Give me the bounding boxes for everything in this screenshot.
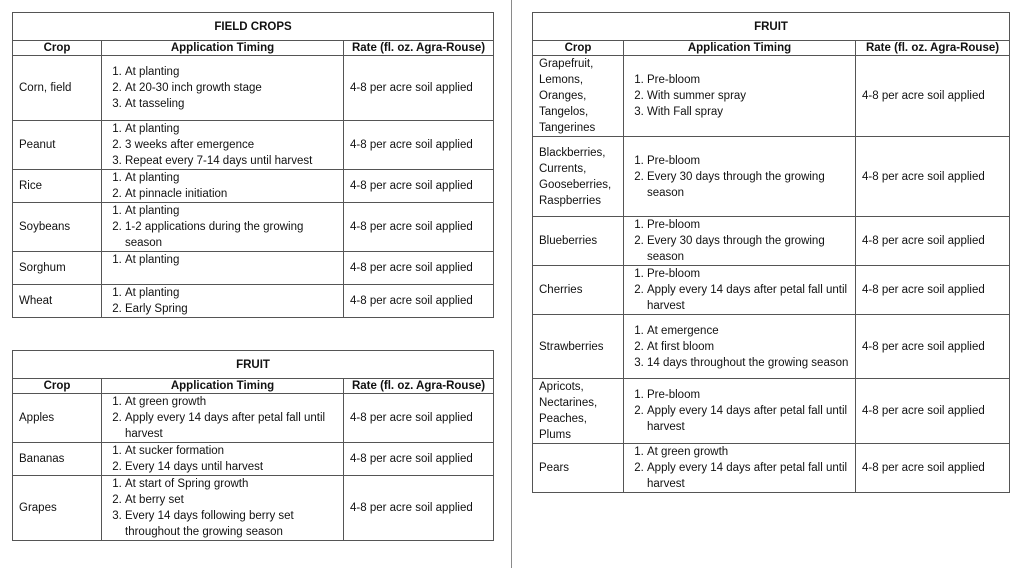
timing-step: 2. At first bloom bbox=[647, 339, 849, 355]
table-title-row bbox=[533, 13, 1010, 41]
application-rate: 4-8 per acre soil applied bbox=[344, 56, 494, 121]
table-row bbox=[533, 56, 1010, 137]
timing-list bbox=[630, 266, 849, 314]
table-row bbox=[13, 252, 494, 285]
application-timing bbox=[624, 444, 856, 493]
timing-list bbox=[108, 170, 337, 202]
application-timing bbox=[624, 379, 856, 444]
timing-step: 1. At planting bbox=[125, 285, 337, 301]
timing-step: 1. Pre-bloom bbox=[647, 387, 849, 403]
table-title: FRUIT bbox=[533, 13, 1010, 41]
column-header-row bbox=[13, 41, 494, 56]
timing-step: 1. At planting bbox=[125, 121, 337, 137]
crop-name: Apricots, Nectarines, Peaches, Plums bbox=[533, 379, 624, 444]
application-timing bbox=[102, 285, 344, 318]
application-rate: 4-8 per acre soil applied bbox=[856, 444, 1010, 493]
crop-name: Apples bbox=[13, 394, 102, 443]
column-header-row bbox=[13, 379, 494, 394]
application-timing bbox=[102, 203, 344, 252]
timing-step: 1. At start of Spring growth bbox=[125, 476, 337, 492]
crop-name: Corn, field bbox=[13, 56, 102, 121]
column-header-rate: Rate (fl. oz. Agra-Rouse) bbox=[344, 379, 494, 394]
timing-step: 2. Apply every 14 days after petal fall until harvest bbox=[647, 460, 849, 492]
timing-step: 2. Every 14 days until harvest bbox=[125, 459, 337, 475]
table-row bbox=[13, 56, 494, 121]
timing-list bbox=[630, 387, 849, 435]
timing-step: 2. Every 30 days through the growing season bbox=[647, 169, 849, 201]
table-row bbox=[13, 121, 494, 170]
column-header-rate: Rate (fl. oz. Agra-Rouse) bbox=[856, 41, 1010, 56]
timing-step: 3. Every 14 days following berry set throughout the growing season bbox=[125, 508, 337, 540]
column-header-crop: Crop bbox=[13, 41, 102, 56]
table-row bbox=[13, 203, 494, 252]
timing-step: 2. Every 30 days through the growing season bbox=[647, 233, 849, 265]
fruit-table-left bbox=[12, 350, 494, 541]
timing-list bbox=[108, 64, 337, 112]
timing-step: 3. Repeat every 7-14 days until harvest bbox=[125, 153, 337, 169]
column-header-crop: Crop bbox=[533, 41, 624, 56]
application-rate: 4-8 per acre soil applied bbox=[856, 217, 1010, 266]
timing-step: 3. With Fall spray bbox=[647, 104, 849, 120]
application-timing bbox=[624, 217, 856, 266]
crop-name: Strawberries bbox=[533, 315, 624, 379]
crop-name: Blueberries bbox=[533, 217, 624, 266]
timing-step: 2. Early Spring bbox=[125, 301, 337, 317]
timing-list bbox=[630, 217, 849, 265]
table-title-row bbox=[13, 351, 494, 379]
timing-step: 1. Pre-bloom bbox=[647, 217, 849, 233]
timing-list bbox=[108, 121, 337, 169]
timing-step: 1. At sucker formation bbox=[125, 443, 337, 459]
crop-name: Cherries bbox=[533, 266, 624, 315]
timing-step: 1. At planting bbox=[125, 203, 337, 219]
table-row bbox=[13, 443, 494, 476]
timing-step: 2. 3 weeks after emergence bbox=[125, 137, 337, 153]
application-rate: 4-8 per acre soil applied bbox=[344, 476, 494, 541]
application-timing bbox=[624, 315, 856, 379]
application-rate: 4-8 per acre soil applied bbox=[856, 379, 1010, 444]
table-row bbox=[13, 394, 494, 443]
timing-step: 2. 1-2 applications during the growing season bbox=[125, 219, 337, 251]
table-row bbox=[533, 444, 1010, 493]
table-row bbox=[533, 379, 1010, 444]
table-row bbox=[13, 170, 494, 203]
application-timing bbox=[102, 394, 344, 443]
timing-step: 2. At 20-30 inch growth stage bbox=[125, 80, 337, 96]
timing-list bbox=[108, 285, 337, 317]
timing-list bbox=[108, 203, 337, 251]
timing-step: 1. Pre-bloom bbox=[647, 72, 849, 88]
table-row bbox=[533, 315, 1010, 379]
application-rate: 4-8 per acre soil applied bbox=[856, 266, 1010, 315]
crop-name: Blackberries, Currents, Gooseberries, Raspberries bbox=[533, 137, 624, 217]
application-rate: 4-8 per acre soil applied bbox=[344, 121, 494, 170]
timing-step: 2. At pinnacle initiation bbox=[125, 186, 337, 202]
column-header-row bbox=[533, 41, 1010, 56]
timing-step: 1. Pre-bloom bbox=[647, 266, 849, 282]
application-timing bbox=[102, 443, 344, 476]
table-row bbox=[533, 266, 1010, 315]
application-timing bbox=[102, 252, 344, 285]
timing-step: 2. With summer spray bbox=[647, 88, 849, 104]
timing-list bbox=[108, 443, 337, 475]
table-row bbox=[13, 285, 494, 318]
timing-list bbox=[630, 153, 849, 201]
application-rate: 4-8 per acre soil applied bbox=[344, 285, 494, 318]
crop-name: Wheat bbox=[13, 285, 102, 318]
timing-step: 2. Apply every 14 days after petal fall until harvest bbox=[647, 282, 849, 314]
application-timing bbox=[624, 137, 856, 217]
application-timing bbox=[102, 170, 344, 203]
application-rate: 4-8 per acre soil applied bbox=[856, 56, 1010, 137]
timing-step: 1. At green growth bbox=[125, 394, 337, 410]
application-timing bbox=[624, 56, 856, 137]
timing-step: 3. At tasseling bbox=[125, 96, 337, 112]
timing-list bbox=[630, 444, 849, 492]
application-rate: 4-8 per acre soil applied bbox=[344, 170, 494, 203]
crop-name: Grapefruit, Lemons, Oranges, Tangelos, Tangerines bbox=[533, 56, 624, 137]
timing-list bbox=[108, 252, 337, 268]
timing-step: 2. Apply every 14 days after petal fall until harvest bbox=[125, 410, 337, 442]
table-row bbox=[533, 137, 1010, 217]
column-header-timing: Application Timing bbox=[102, 379, 344, 394]
table-title: FIELD CROPS bbox=[13, 13, 494, 41]
application-timing bbox=[102, 121, 344, 170]
crop-name: Grapes bbox=[13, 476, 102, 541]
crop-name: Bananas bbox=[13, 443, 102, 476]
timing-step: 1. At planting bbox=[125, 64, 337, 80]
application-rate: 4-8 per acre soil applied bbox=[856, 137, 1010, 217]
timing-step: 3. 14 days throughout the growing season bbox=[647, 355, 849, 371]
timing-list bbox=[630, 72, 849, 120]
timing-list bbox=[630, 323, 849, 371]
application-timing bbox=[624, 266, 856, 315]
table-title-row bbox=[13, 13, 494, 41]
fruit-table-right bbox=[532, 12, 1010, 493]
timing-list bbox=[108, 394, 337, 442]
application-rate: 4-8 per acre soil applied bbox=[344, 394, 494, 443]
crop-name: Sorghum bbox=[13, 252, 102, 285]
page-divider bbox=[511, 0, 512, 568]
timing-step: 1. At planting bbox=[125, 170, 337, 186]
column-header-timing: Application Timing bbox=[102, 41, 344, 56]
timing-step: 1. At emergence bbox=[647, 323, 849, 339]
crop-name: Rice bbox=[13, 170, 102, 203]
timing-step: 2. Apply every 14 days after petal fall until harvest bbox=[647, 403, 849, 435]
timing-list bbox=[108, 476, 337, 540]
application-timing bbox=[102, 56, 344, 121]
application-rate: 4-8 per acre soil applied bbox=[856, 315, 1010, 379]
application-timing bbox=[102, 476, 344, 541]
application-rate: 4-8 per acre soil applied bbox=[344, 203, 494, 252]
timing-step: 2. At berry set bbox=[125, 492, 337, 508]
table-row bbox=[533, 217, 1010, 266]
column-header-rate: Rate (fl. oz. Agra-Rouse) bbox=[344, 41, 494, 56]
column-header-timing: Application Timing bbox=[624, 41, 856, 56]
application-rate: 4-8 per acre soil applied bbox=[344, 252, 494, 285]
crop-name: Soybeans bbox=[13, 203, 102, 252]
table-title: FRUIT bbox=[13, 351, 494, 379]
crop-name: Pears bbox=[533, 444, 624, 493]
timing-step: 1. At green growth bbox=[647, 444, 849, 460]
timing-step: 1. At planting bbox=[125, 252, 337, 268]
table-row bbox=[13, 476, 494, 541]
crop-name: Peanut bbox=[13, 121, 102, 170]
column-header-crop: Crop bbox=[13, 379, 102, 394]
timing-step: 1. Pre-bloom bbox=[647, 153, 849, 169]
field-crops-table bbox=[12, 12, 494, 318]
application-rate: 4-8 per acre soil applied bbox=[344, 443, 494, 476]
